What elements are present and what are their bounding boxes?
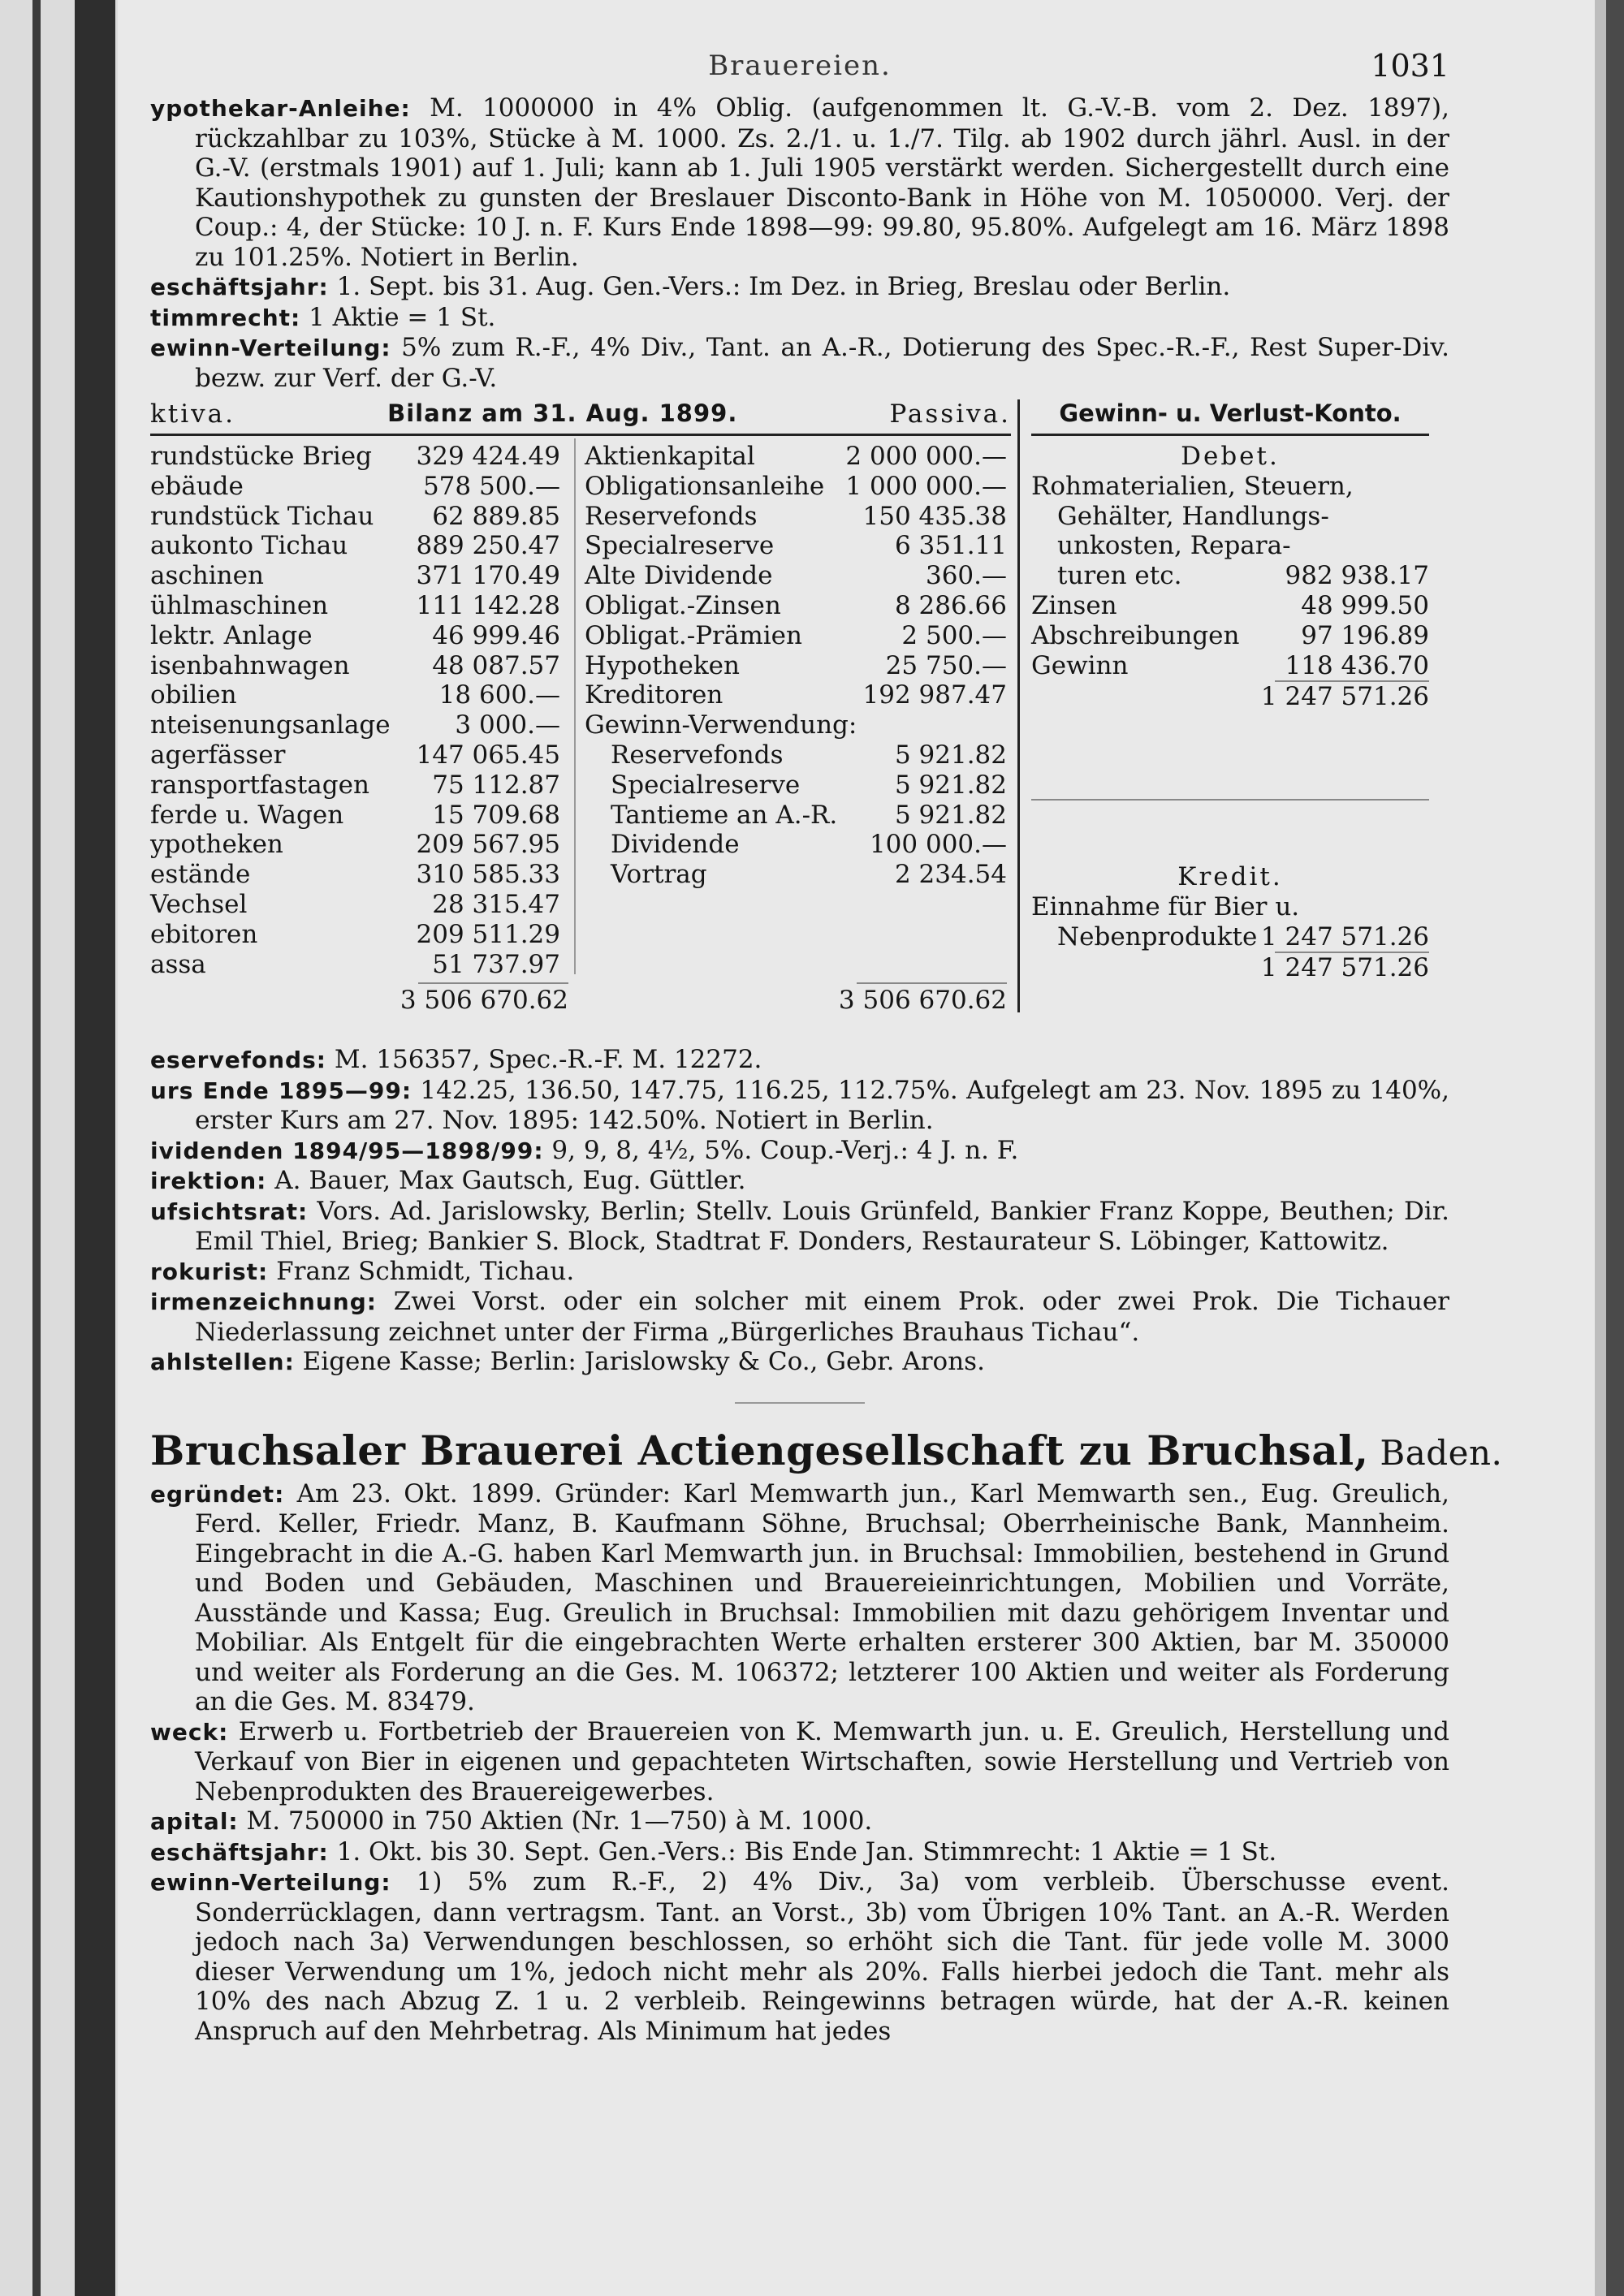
- item-name: Specialreserve: [611, 770, 801, 800]
- item-value: 18 600.—: [438, 680, 560, 710]
- entry-text: Vors. Ad. Jarislowsky, Berlin; Stellv. Louis Grünfeld, Bankier Franz Koppe, Beuthen; Dir. Emil Thiel, Brieg; Bankier S. Block, Stadtrat F. Donders, Restaurateur S. Löbinger, Kattowitz.: [195, 1196, 1449, 1256]
- debet-total: 1 247 571.26: [1260, 682, 1429, 712]
- item-name: Gewinn-Verwendung:: [585, 710, 857, 740]
- item-value: 578 500.—: [422, 471, 560, 501]
- entry-label: eservefonds:: [150, 1047, 326, 1073]
- item-name: aschinen: [150, 561, 264, 591]
- item-name: Dividende: [611, 830, 740, 860]
- gv-kredit: [1031, 862, 1429, 983]
- item-value: 75 112.87: [432, 770, 560, 800]
- passiva-row: [585, 860, 1007, 890]
- page-number: 1031: [1371, 48, 1449, 84]
- gutter-shadow: [75, 0, 115, 2296]
- page: [150, 45, 1503, 2046]
- entry-label: ividenden 1894/95—1898/99:: [150, 1137, 544, 1164]
- item-name: Specialreserve: [585, 531, 775, 561]
- item-value: 3 000.—: [455, 710, 560, 740]
- entry-paragraph: [150, 1257, 1449, 1288]
- balance-section: [150, 399, 1449, 1045]
- item-name: unkosten, Repara-: [1057, 531, 1291, 561]
- passiva-row: [585, 591, 1007, 621]
- section-separator: [735, 1402, 865, 1404]
- entry-paragraph: [150, 1867, 1449, 2046]
- item-value: 5 921.82: [894, 770, 1007, 800]
- item-value: 15 709.68: [432, 800, 560, 830]
- gv-title: Gewinn- u. Verlust-Konto.: [1059, 399, 1402, 427]
- entry-label: eschäftsjahr:: [150, 1838, 329, 1866]
- item-name: Zinsen: [1031, 590, 1117, 620]
- entry-label: ufsichtsrat:: [150, 1198, 309, 1225]
- debet-lines: [1031, 472, 1429, 681]
- passiva-column: [585, 442, 1007, 890]
- entry-label: irektion:: [150, 1167, 267, 1194]
- item-value: 192 987.47: [862, 680, 1007, 710]
- entry-text: 1) 5% zum R.-F., 2) 4% Div., 3a) vom verbleib. Überschusse event. Sonderrücklagen, dann vertragsm. Tant. an Vorst., 3b) vom Übrigen 10% Tant. an A.-R. Werden jedoch nach 3a) Verwendungen beschlossen, so erhöht sich die Tant. für jede volle M. 3000 dieser Verwendung um 1%, jedoch nicht mehr als 20%. Falls hierbei jedoch die Tant. mehr als 10% des nach Abzug Z. 1 u. 2 verbleib. Reingewinns betragen würde, hat der A.-R. keinen Anspruch auf den Mehrbetrag. Als Minimum hat jedes: [195, 1867, 1449, 2046]
- item-name: turen etc.: [1057, 561, 1182, 591]
- entry-text: 9, 9, 8, 4½, 5%. Coup.-Verj.: 4 J. n. F.: [543, 1135, 1019, 1165]
- item-name: Abschreibungen: [1031, 620, 1240, 650]
- passiva-row: [585, 830, 1007, 860]
- aktiva-row: [150, 442, 560, 472]
- passiva-row: [585, 651, 1007, 681]
- gv-heading-rule: [1031, 434, 1429, 436]
- debet-row: [1031, 621, 1429, 651]
- entries-bottom: [150, 1479, 1449, 2047]
- aktiva-passiva-divider: [574, 438, 576, 974]
- entry-text: M. 750000 in 750 Aktien (Nr. 1—750) à M. 1000.: [238, 1806, 873, 1836]
- item-value: 51 737.97: [432, 949, 560, 979]
- item-value: 1 247 571.26: [1260, 921, 1429, 952]
- aktiva-row: [150, 472, 560, 502]
- entry-label: ewinn-Verteilung:: [150, 1869, 391, 1896]
- item-name: Gehälter, Handlungs-: [1057, 501, 1329, 531]
- aktiva-row: [150, 502, 560, 532]
- entry-paragraph: [150, 1347, 1449, 1378]
- page-header: [150, 45, 1449, 93]
- running-head: Brauereien.: [708, 50, 892, 82]
- item-name: rundstücke Brieg: [150, 442, 372, 471]
- entry-paragraph: [150, 303, 1449, 334]
- item-name: Gewinn: [1031, 650, 1129, 680]
- aktiva-row: [150, 950, 560, 980]
- item-name: ebitoren: [150, 919, 258, 949]
- entry-text: 5% zum R.-F., 4% Div., Tant. an A.-R., Dotierung des Spec.-R.-F., Rest Super-Div. bezw. zur Verf. der G.-V.: [195, 333, 1449, 393]
- entry-label: timmrecht:: [150, 304, 301, 331]
- aktiva-row: [150, 680, 560, 710]
- entry-label: apital:: [150, 1808, 239, 1835]
- entry-label: urs Ende 1895—99:: [150, 1077, 412, 1104]
- debet-row: [1031, 561, 1429, 591]
- entries-top: [150, 93, 1449, 393]
- item-value: 46 999.46: [432, 620, 560, 650]
- aktiva-row: [150, 531, 560, 561]
- entry-paragraph: [150, 1045, 1449, 1076]
- entry-label: ypothekar-Anleihe:: [150, 95, 411, 122]
- balance-heading: [150, 399, 1011, 432]
- entry-text: Zwei Vorst. oder ein solcher mit einem Prok. oder zwei Prok. Die Tichauer Niederlassung zeichnet unter der Firma „Bürgerliches Brauhaus Tichau“.: [195, 1287, 1449, 1347]
- entry-paragraph: [150, 1197, 1449, 1257]
- item-value: 111 142.28: [416, 590, 560, 620]
- aktiva-row: [150, 830, 560, 860]
- aktiva-row: [150, 890, 560, 920]
- gv-debet: [1031, 442, 1429, 712]
- entry-text: 1 Aktie = 1 St.: [300, 302, 496, 332]
- item-value: 5 921.82: [894, 800, 1007, 830]
- aktiva-row: [150, 561, 560, 591]
- item-name: Aktienkapital: [585, 442, 755, 471]
- balance-title: Bilanz am 31. Aug. 1899.: [387, 399, 738, 427]
- item-name: Alte Dividende: [585, 561, 773, 591]
- aktiva-label: ktiva.: [150, 399, 236, 429]
- item-name: Hypotheken: [585, 650, 740, 680]
- item-value: 360.—: [925, 561, 1007, 591]
- balance-gv-divider: [1017, 399, 1020, 1012]
- item-value: 2 000 000.—: [845, 442, 1007, 471]
- gutter-edge: [32, 0, 41, 2296]
- aktiva-row: [150, 801, 560, 831]
- item-value: 48 087.57: [432, 650, 560, 680]
- aktiva-column: [150, 442, 560, 979]
- entry-paragraph: [150, 1166, 1449, 1197]
- item-value: 2 500.—: [901, 620, 1007, 650]
- kredit-label: Kredit.: [1177, 862, 1283, 891]
- item-name: Vortrag: [611, 860, 707, 890]
- item-name: Reservefonds: [585, 501, 758, 531]
- entry-label: weck:: [150, 1718, 229, 1746]
- entry-paragraph: [150, 333, 1449, 393]
- aktiva-row: [150, 710, 560, 740]
- item-name: ferde u. Wagen: [150, 800, 344, 830]
- item-value: 62 889.85: [432, 501, 560, 531]
- entry-paragraph: [150, 272, 1449, 303]
- item-value: 5 921.82: [894, 740, 1007, 770]
- item-value: 48 999.50: [1301, 590, 1429, 620]
- passiva-row: [585, 472, 1007, 502]
- item-name: assa: [150, 949, 206, 979]
- entry-label: irmenzeichnung:: [150, 1288, 377, 1315]
- passiva-row: [585, 710, 1007, 740]
- entry-label: ahlstellen:: [150, 1349, 295, 1375]
- entry-text: Eigene Kasse; Berlin: Jarislowsky & Co., Gebr. Arons.: [294, 1347, 985, 1376]
- item-value: 329 424.49: [416, 442, 560, 471]
- passiva-row: [585, 561, 1007, 591]
- item-value: 982 938.17: [1285, 561, 1429, 591]
- item-value: 100 000.—: [869, 830, 1007, 860]
- entry-paragraph: [150, 1806, 1449, 1837]
- item-value: 25 750.—: [885, 650, 1007, 680]
- entry-paragraph: [150, 1287, 1449, 1347]
- debet-row: [1031, 502, 1429, 532]
- aktiva-sum-rule: [418, 982, 568, 984]
- gv-divider: [1031, 799, 1429, 801]
- item-name: obilien: [150, 680, 237, 710]
- entry-paragraph: [150, 1136, 1449, 1167]
- passiva-row: [585, 621, 1007, 651]
- company-region: Baden.: [1368, 1432, 1503, 1473]
- passiva-sum-rule: [857, 982, 1007, 984]
- page-edge-light: [1595, 0, 1606, 2296]
- passiva-row: [585, 502, 1007, 532]
- debet-row: [1031, 531, 1429, 561]
- item-value: 310 585.33: [416, 860, 560, 890]
- entry-text: Am 23. Okt. 1899. Gründer: Karl Memwarth jun., Karl Memwarth sen., Eug. Greulich, Ferd. Keller, Friedr. Manz, B. Kaufmann Söhne, Bruchsal; Oberrheinische Bank, Mannheim. Eingebracht in die A.-G. haben Karl Memwarth jun. in Bruchsal: Immobilien, bestehend in Grund und Boden und Gebäuden, Maschinen und Brauereieinrichtungen, Mobilien und Vorräte, Ausstände und Kassa; Eug. Greulich in Bruchsal: Immobilien mit dazu gehörigem Inventar und Mobiliar. Als Entgelt für die eingebrachten Werte erhalten ersterer 300 Aktien, bar M. 350000 und weiter als Forderung an die Ges. M. 106372; letzterer 100 Aktien und weiter als Forderung an die Ges. M. 83479.: [195, 1478, 1449, 1716]
- debet-label: Debet.: [1181, 442, 1280, 471]
- kredit-row: [1031, 922, 1429, 952]
- entry-text: M. 1000000 in 4% Oblig. (aufgenommen lt. G.-V.-B. vom 2. Dez. 1897), rückzahlbar zu 103%, Stücke à M. 1000. Zs. 2./1. u. 1./7. Tilg. ab 1902 durch jährl. Ausl. in der G.-V. (erstmals 1901) auf 1. Juli; kann ab 1. Juli 1905 verstärkt werden. Sichergestellt durch eine Kautionshypothek zu gunsten der Breslauer Disconto-Bank in Höhe von M. 1050000. Verj. der Coup.: 4, der Stücke: 10 J. n. F. Kurs Ende 1898—99: 99.80, 95.80%. Aufgelegt am 16. März 1898 zu 101.25%. Notiert in Berlin.: [195, 93, 1449, 272]
- item-value: 6 351.11: [894, 531, 1007, 561]
- passiva-row: [585, 740, 1007, 770]
- entry-paragraph: [150, 1076, 1449, 1136]
- entry-label: rokurist:: [150, 1258, 269, 1285]
- entries-middle: [150, 1045, 1449, 1378]
- entry-text: 1. Okt. bis 30. Sept. Gen.-Vers.: Bis Ende Jan. Stimmrecht: 1 Aktie = 1 St.: [328, 1836, 1277, 1867]
- item-value: 28 315.47: [432, 889, 560, 919]
- entry-text: A. Bauer, Max Gautsch, Eug. Güttler.: [266, 1166, 746, 1195]
- item-value: 8 286.66: [894, 590, 1007, 620]
- item-name: Obligationsanleihe: [585, 471, 825, 501]
- kredit-lines: [1031, 892, 1429, 952]
- item-name: Tantieme an A.-R.: [611, 800, 838, 830]
- passiva-row: [585, 680, 1007, 710]
- entry-text: M. 156357, Spec.-R.-F. M. 12272.: [326, 1045, 762, 1074]
- passiva-row: [585, 442, 1007, 472]
- aktiva-row: [150, 770, 560, 801]
- item-name: estände: [150, 860, 251, 890]
- item-name: lektr. Anlage: [150, 620, 313, 650]
- item-value: 150 435.38: [862, 501, 1007, 531]
- item-name: isenbahnwagen: [150, 650, 350, 680]
- item-name: Obligat.-Prämien: [585, 620, 802, 650]
- passiva-row: [585, 801, 1007, 831]
- item-name: nteisenungsanlage: [150, 710, 391, 740]
- entry-paragraph: [150, 93, 1449, 272]
- item-value: 2 234.54: [894, 860, 1007, 890]
- item-name: ransportfastagen: [150, 770, 369, 800]
- aktiva-row: [150, 920, 560, 950]
- aktiva-row: [150, 651, 560, 681]
- entry-label: egründet:: [150, 1480, 285, 1508]
- kredit-total: 1 247 571.26: [1260, 953, 1429, 983]
- item-name: Nebenprodukte: [1057, 921, 1258, 952]
- kredit-row: [1031, 892, 1429, 922]
- item-value: 209 567.95: [416, 830, 560, 860]
- passiva-row: [585, 531, 1007, 561]
- item-name: Einnahme für Bier u.: [1031, 891, 1300, 921]
- entry-label: eschäftsjahr:: [150, 274, 329, 300]
- aktiva-row: [150, 591, 560, 621]
- item-name: Rohmaterialien, Steuern,: [1031, 471, 1354, 501]
- balance-heading-rule: [150, 434, 1011, 436]
- company-title: [150, 1426, 1503, 1474]
- item-name: Obligat.-Zinsen: [585, 590, 781, 620]
- item-name: agerfässer: [150, 740, 286, 770]
- company-name: Bruchsaler Brauerei Actiengesellschaft zu Bruchsal,: [150, 1426, 1369, 1474]
- entry-text: 1. Sept. bis 31. Aug. Gen.-Vers.: Im Dez. in Brieg, Breslau oder Berlin.: [328, 272, 1231, 301]
- item-value: 118 436.70: [1285, 650, 1429, 680]
- item-value: 97 196.89: [1301, 620, 1429, 650]
- aktiva-total: 3 506 670.62: [400, 986, 568, 1015]
- passiva-total: 3 506 670.62: [838, 986, 1007, 1015]
- item-name: aukonto Tichau: [150, 531, 348, 561]
- entry-paragraph: [150, 1837, 1449, 1868]
- aktiva-row: [150, 860, 560, 890]
- passiva-row: [585, 770, 1007, 801]
- item-name: Vechsel: [150, 889, 248, 919]
- aktiva-row: [150, 740, 560, 770]
- item-value: 209 511.29: [416, 919, 560, 949]
- entry-text: 142.25, 136.50, 147.75, 116.25, 112.75%. Aufgelegt am 23. Nov. 1895 zu 140%, erster Kurs am 27. Nov. 1895: 142.50%. Notiert in Berlin.: [195, 1075, 1449, 1135]
- item-name: Kreditoren: [585, 680, 723, 710]
- item-value: 371 170.49: [416, 561, 560, 591]
- entry-text: Erwerb u. Fortbetrieb der Brauereien von K. Memwarth jun. u. E. Greulich, Herstellung und Verkauf von Bier in eigenen und gepachteten Wirtschaften, sowie Herstellung und Vertrieb von Nebenprodukten des Brauereigewerbes.: [195, 1716, 1449, 1806]
- aktiva-row: [150, 621, 560, 651]
- entry-text: Franz Schmidt, Tichau.: [268, 1256, 575, 1286]
- item-name: Reservefonds: [611, 740, 784, 770]
- debet-row: [1031, 472, 1429, 502]
- entry-paragraph: [150, 1717, 1449, 1807]
- entry-paragraph: [150, 1479, 1449, 1717]
- item-name: rundstück Tichau: [150, 501, 374, 531]
- debet-row: [1031, 591, 1429, 621]
- item-name: ebäude: [150, 471, 244, 501]
- passiva-label: Passiva.: [889, 399, 1011, 429]
- item-value: 889 250.47: [416, 531, 560, 561]
- item-name: ypotheken: [150, 830, 283, 860]
- item-value: 147 065.45: [416, 740, 560, 770]
- page-edge-dark: [1606, 0, 1624, 2296]
- debet-row: [1031, 651, 1429, 681]
- item-name: ühlmaschinen: [150, 590, 329, 620]
- item-value: 1 000 000.—: [845, 471, 1007, 501]
- entry-label: ewinn-Verteilung:: [150, 334, 391, 361]
